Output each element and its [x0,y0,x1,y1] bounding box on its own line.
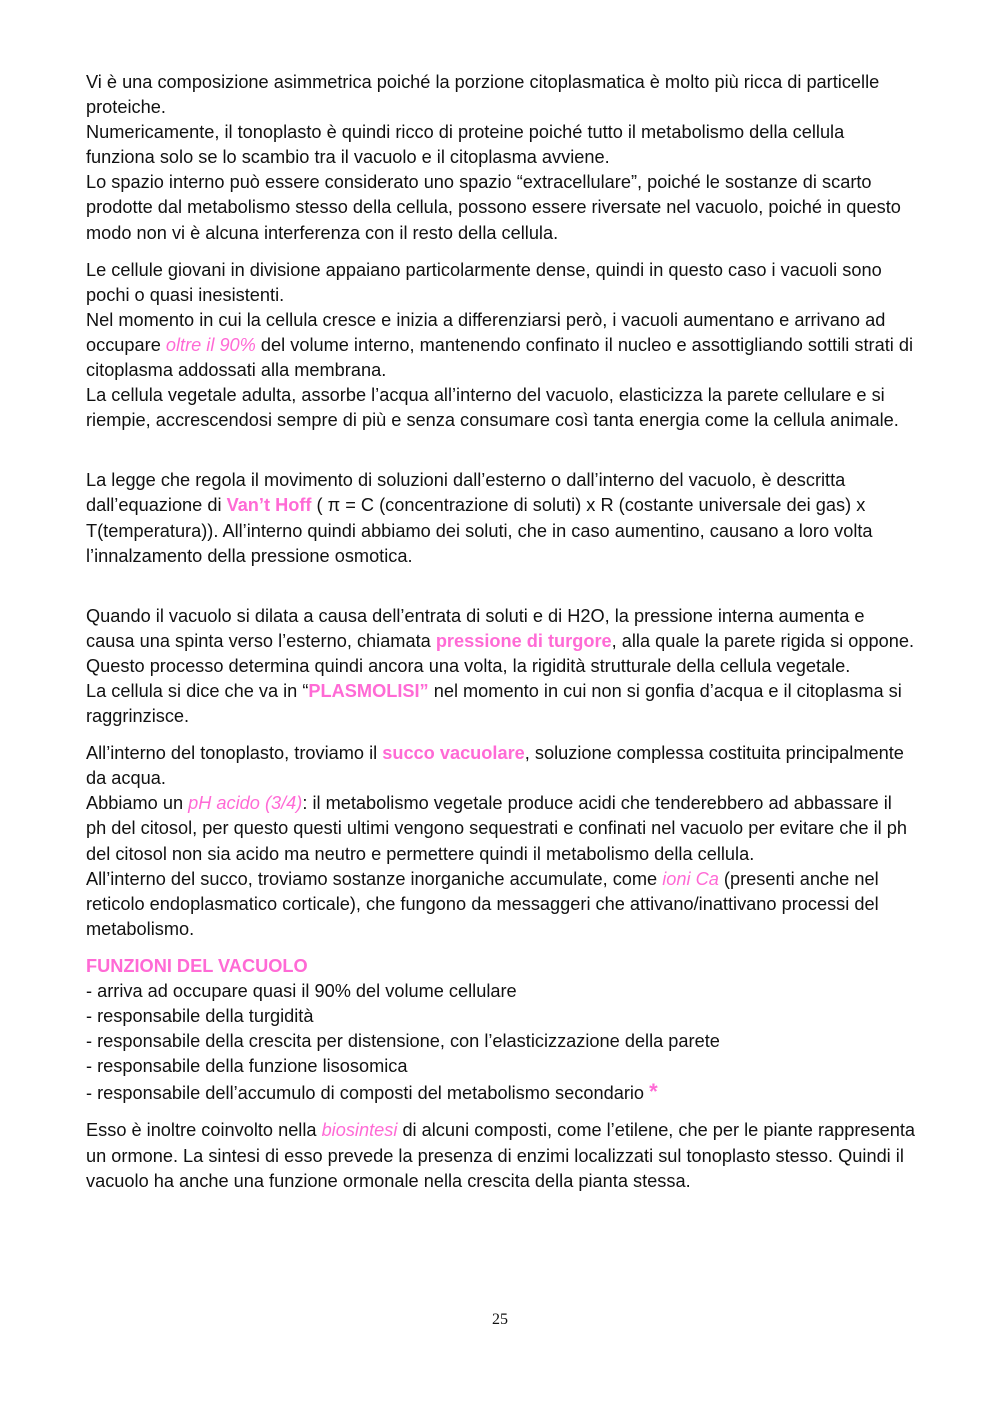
text-span: La legge che regola il movimento di soluzioni dall’esterno o dall’interno del vacuolo, è descritta dall’equazione di [86,470,846,516]
highlight-text: pH acido (3/4) [188,793,303,814]
text-span: ( π = C (concentrazione di soluti) x R (costante universale dei gas) x T(temperatura)). All’interno quindi abbiamo dei soluti, che in caso aumentino, causano a loro volta l’innalzamento della pressione osmotica. [86,495,873,566]
text-span: nel momento in cui non si gonfia d’acqua e il citoplasma si raggrinzisce. [86,680,902,727]
paragraph-turgor [86,604,916,729]
text-line [86,468,916,568]
text-line: Le cellule giovani in divisione appaiano particolarmente dense, quindi in questo caso i vacuoli sono pochi o quasi inesistenti. [86,259,882,305]
text-span: di alcuni composti, come l’etilene, che per le piante rappresenta un ormone. La sintesi di esso prevede la presenza di enzimi localizzati sul tonoplasto stesso. Quindi il vacuolo ha anche una funzione ormonale nella crescita della pianta stessa. [86,1120,916,1191]
text-line [86,308,916,383]
paragraph-tonoplast [86,70,916,246]
text-span: , soluzione complessa costituita principalmente da acqua. [86,743,904,789]
text-line [86,741,916,791]
text-span: Esso è inoltre coinvolto nella [86,1120,322,1141]
highlight-text: ioni Ca [662,868,719,889]
list-item: - responsabile della funzione lisosomica [86,1056,408,1077]
highlight-term: succo vacuolare [382,743,525,764]
functions-section [86,954,916,1107]
list-item: - arriva ad occupare quasi il 90% del volume cellulare [86,981,517,1001]
highlight-text: oltre il 90% [165,334,256,355]
paragraph-vant-hoff [86,468,916,568]
text-span: (presenti anche nel reticolo endoplasmatico corticale), che fungono da messaggeri che attivano/inattivano processi del metabolismo. [86,868,879,939]
text-span: All’interno del tonoplasto, troviamo il [86,743,383,764]
paragraph-vacuolar-sap [86,741,916,942]
section-heading: FUNZIONI DEL VACUOLO [86,955,308,976]
asterisk-mark: * [649,1079,658,1105]
text-line [86,604,916,679]
page-number: 25 [492,1311,508,1328]
document-page [86,70,916,1194]
text-line: Numericamente, il tonoplasto è quindi ricco di proteine poiché tutto il metabolismo della cellula funziona solo se lo scambio tra il vacuolo e il citoplasma avviene. [86,122,845,168]
list-item: - responsabile della crescita per distensione, con l’elasticizzazione della parete [86,1031,720,1052]
list-item [86,1079,916,1106]
text-span: La cellula si dice che va in “ [86,680,309,701]
text-line: La cellula vegetale adulta, assorbe l’acqua all’interno del vacuolo, elasticizza la parete cellulare e si riempie, accrescendosi sempre di più e senza consumare così tanta energia come la cellula animale. [86,385,899,431]
text-line [86,1118,916,1193]
highlight-term: PLASMOLISI” [308,680,429,701]
list-item: - responsabile della turgidità [86,1006,314,1027]
paragraph-biosynthesis [86,1118,916,1193]
text-span: Abbiamo un [86,793,189,814]
highlight-term: pressione di turgore [435,630,612,651]
text-line [86,791,916,866]
text-span: : il metabolismo vegetale produce acidi che tenderebbero ad abbassare il ph del citosol, per questo questi ultimi vengono sequestrati e confinati nel vacuolo per evitare che il ph del citosol non sia acido ma neutro e permettere quindi il metabolismo della cellula. [86,793,907,864]
text-line: Lo spazio interno può essere considerato uno spazio “extracellulare”, poiché le sostanze di scarto prodotte dal metabolismo stesso della cellula, possono essere riversate nel vacuolo, poiché in questo modo non vi è alcuna interferenza con il resto della cellula. [86,172,901,243]
text-span: All’interno del succo, troviamo sostanze inorganiche accumulate, come [86,868,663,889]
text-span: Nel momento in cui la cellula cresce e inizia a differenziarsi però, i vacuoli aumentano e arrivano ad occupare [86,309,886,355]
text-line: Vi è una composizione asimmetrica poiché la porzione citoplasmatica è molto più ricca di particelle proteiche. [86,72,880,118]
text-span: - responsabile dell’accumulo di composti del metabolismo secondario [86,1083,650,1104]
highlight-text: biosintesi [321,1120,398,1141]
text-span: del volume interno, mantenendo confinato il nucleo e assottigliando sottili strati di citoplasma addossati alla membrana. [86,334,914,381]
highlight-term: Van’t Hoff [226,495,312,516]
text-line [86,679,916,729]
text-line [86,867,916,942]
text-span: Quando il vacuolo si dilata a causa dell’entrata di soluti e di H2O, la pressione interna aumenta e causa una spinta verso l’esterno, chiamata [86,605,865,651]
paragraph-young-cells [86,258,916,434]
text-span: , alla quale la parete rigida si oppone. Questo processo determina quindi ancora una volta, la rigidità strutturale della cellula vegetale. [86,630,914,676]
